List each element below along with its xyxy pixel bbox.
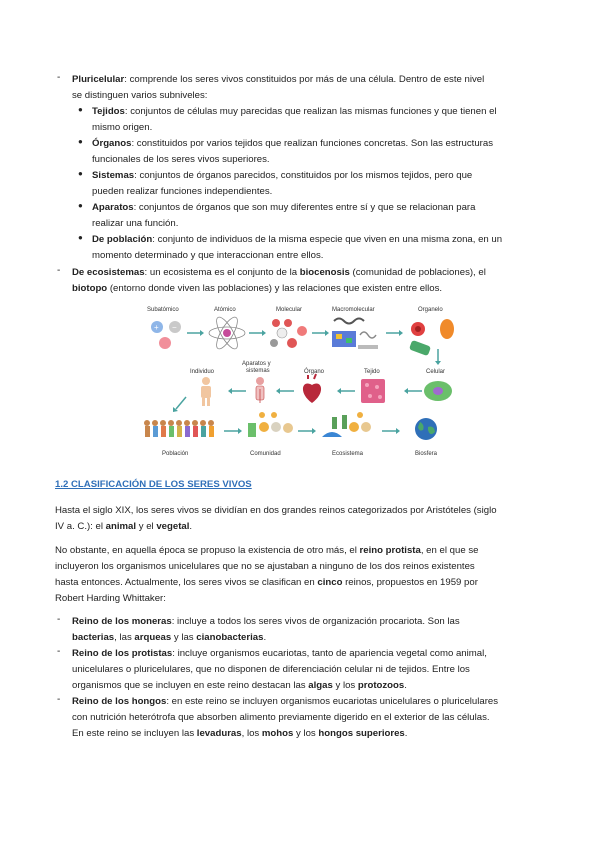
cell-icon: [424, 381, 452, 401]
label-aparatos2: sistemas: [246, 368, 270, 374]
bullet: ●: [78, 201, 83, 210]
label-organelo: Organelo: [418, 307, 443, 313]
svg-text:−: −: [172, 323, 177, 332]
population-icon: [144, 420, 214, 437]
p1-line2: IV a. C.): el animal y el vegetal.: [55, 521, 193, 532]
label-poblacion: Población: [162, 451, 189, 457]
ecosistemas-line2: biotopo (entorno donde viven las poblaciones) y las relaciones que existen entre ellos.: [72, 283, 443, 294]
bullet: ●: [78, 137, 83, 146]
label-biosfera: Biosfera: [415, 451, 438, 457]
section-heading: 1.2 CLASIFICACIÓN DE LOS SERES VIVOS: [55, 479, 252, 490]
atom-icon: [209, 314, 245, 351]
hongos-line1: Reino de los hongos: en este reino se incluyen organismos eucariotas unicelulares o pluricelulares: [72, 696, 499, 707]
label-atomico: Atómico: [214, 307, 236, 313]
hongos-line2: con nutrición heterótrofa que absorben alimento previamente digerido en el exterior de las células.: [72, 712, 490, 723]
list-dash: -: [57, 646, 61, 657]
arrow-head-icon: [404, 388, 408, 394]
label-celular: Celular: [426, 369, 446, 375]
moneras-line1: Reino de los moneras: incluye a todos los seres vivos de organización procariota. Son las: [72, 616, 460, 627]
arrow-head-icon: [325, 330, 329, 336]
macromolecule-icon: [332, 319, 378, 350]
heart-icon: [303, 374, 321, 403]
subatomic-icon: [151, 321, 181, 349]
aparatos-line1: Aparatos: conjuntos de órganos que son muy diferentes entre sí y que se relacionan para: [92, 202, 476, 213]
protistas-line3: organismos que se incluyen en este reino destacan las algas y los protozoos.: [72, 680, 407, 691]
ecosystem-icon: [322, 412, 371, 437]
label-ecosistema: Ecosistema: [332, 451, 364, 457]
arrow-head-icon: [276, 388, 280, 394]
tejidos-line2: mismo origen.: [92, 122, 153, 133]
arrow-head-icon: [238, 428, 242, 434]
tejidos-line1: Tejidos: conjuntos de células muy parecidas que realizan las mismas funciones y que tienen el: [92, 106, 497, 117]
label-comunidad: Comunidad: [250, 451, 281, 457]
organos-line1: Órganos: constituidos por varios tejidos que realizan funciones concretas. Son las estructuras: [92, 138, 494, 149]
arrow-head-icon: [435, 361, 441, 365]
human-icon: [201, 377, 211, 406]
p2-line1: No obstante, en aquella época se propuso la existencia de otro más, el reino protista, en el que se: [55, 545, 479, 556]
poblacion-line1: De población: conjunto de individuos de la misma especie que viven en una misma zona, en un: [92, 234, 503, 245]
levels-of-organization-diagram: [142, 301, 462, 461]
label-subatomico: Subatómico: [147, 307, 179, 313]
bullet: ●: [78, 105, 83, 114]
list-dash: -: [57, 694, 61, 705]
list-dash: -: [57, 614, 61, 625]
arrow-head-icon: [312, 428, 316, 434]
earth-icon: [415, 418, 437, 440]
aparatos-line2: realizar una función.: [92, 218, 179, 229]
arrow-head-icon: [228, 388, 232, 394]
sistemas-line2: pueden realizar funciones independientes.: [92, 186, 273, 197]
molecule-icon: [270, 319, 307, 348]
moneras-line2: bacterias, las arqueas y las cianobacterias.: [72, 632, 267, 643]
protistas-line2: unicelulares o pluricelulares, que no disponen de diferenciación celular ni de tejidos. Entre los: [72, 664, 470, 675]
p2-line2: incluyeron los organismos unicelulares que no se ajustaban a ninguno de los dos reinos existentes: [55, 561, 475, 572]
label-macromolecular: Macromolecular: [332, 307, 375, 313]
protistas-line1: Reino de los protistas: incluye organismos eucariotas, tanto de apariencia vegetal como animal,: [72, 648, 487, 659]
organos-line2: funcionales de los seres vivos superiores.: [92, 154, 270, 165]
label-organo: Órgano: [304, 369, 325, 375]
svg-text:+: +: [154, 323, 159, 332]
p2-line4: Robert Harding Whittaker:: [55, 593, 166, 604]
poblacion-line2: momento determinado y que interaccionan entre ellos.: [92, 250, 324, 261]
sistemas-line1: Sistemas: conjuntos de órganos parecidos, constituidos por los mismos tejidos, pero que: [92, 170, 473, 181]
label-tejido: Tejido: [364, 369, 380, 375]
p1-line1: Hasta el siglo XIX, los seres vivos se dividían en dos grandes reinos categorizados por Aristóteles (siglo: [55, 505, 497, 516]
arrow-head-icon: [262, 330, 266, 336]
body-system-icon: [256, 377, 264, 403]
hongos-line3: En este reino se incluyen las levaduras, los mohos y los hongos superiores.: [72, 728, 408, 739]
ecosistemas-line1: De ecosistemas: un ecosistema es el conjunto de la biocenosis (comunidad de poblaciones), el: [72, 267, 486, 278]
organelle-icon: [409, 319, 454, 356]
pluricelular-line1: Pluricelular: comprende los seres vivos constituidos por más de una célula. Dentro de este nivel: [72, 74, 485, 85]
arrow-head-icon: [200, 330, 204, 336]
arrow-head-icon: [399, 330, 403, 336]
list-dash: -: [57, 72, 61, 83]
arrow-head-icon: [396, 428, 400, 434]
label-individuo: Individuo: [190, 369, 215, 375]
label-molecular: Molecular: [276, 307, 303, 313]
arrow-head-icon: [337, 388, 341, 394]
arrow-icon: [176, 397, 186, 409]
bullet: ●: [78, 233, 83, 242]
label-aparatos: Aparatos y: [242, 361, 271, 367]
p2-line3: hasta entonces. Actualmente, los seres vivos se clasifican en cinco reinos, propuestos en 1959 por: [55, 577, 478, 588]
tissue-icon: [361, 379, 385, 403]
list-dash: -: [57, 265, 61, 276]
pluricelular-line2: se distinguen varios subniveles:: [72, 90, 208, 101]
community-icon: [248, 412, 293, 437]
bullet: ●: [78, 169, 83, 178]
